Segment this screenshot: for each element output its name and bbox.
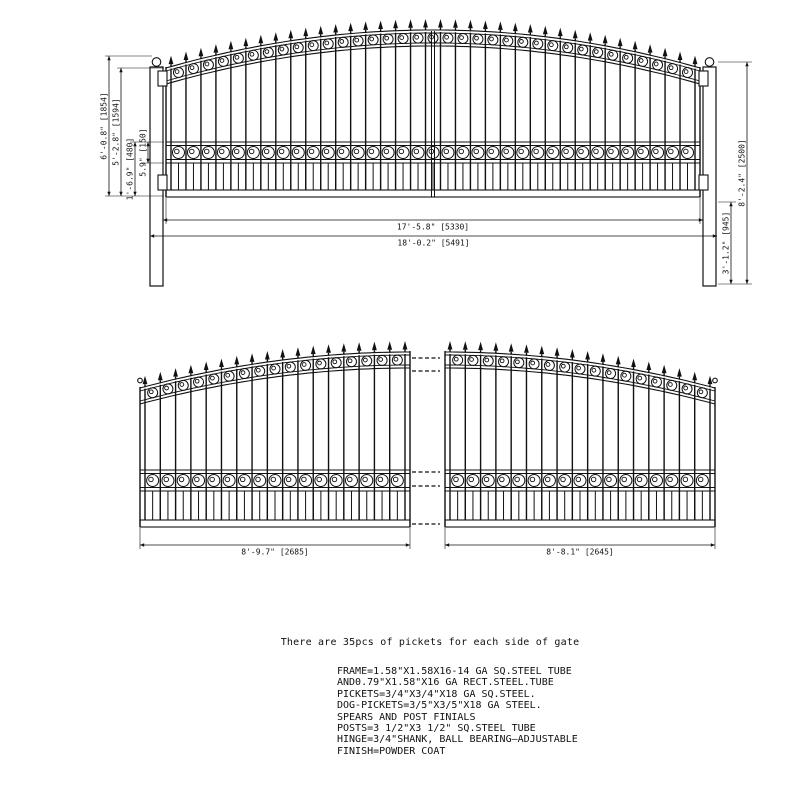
- hinge: [158, 71, 167, 86]
- hinge: [158, 175, 167, 190]
- leaf-alignment-marks: [412, 358, 440, 524]
- bottom-dimensions: [150, 198, 717, 248]
- hinge: [699, 175, 708, 190]
- dimension-label: 3'-1.2" [945]: [721, 211, 731, 275]
- spec-line-finish: FINISH=POWDER COAT: [337, 745, 446, 757]
- dimension-label: 8'-9.7" [2685]: [241, 547, 309, 557]
- dimension-label: 1'-6.9" [480]: [125, 137, 135, 201]
- leaf-dimensions: [140, 528, 715, 557]
- dimension-label: 17'-5.8" [5330]: [396, 222, 470, 232]
- spec-line-dog-pickets: DOG-PICKETS=3/5"X3/5"X18 GA STEEL.: [337, 700, 542, 712]
- spec-line-hinge: HINGE=3/4"SHANK, BALL BEARING—ADJUSTABLE: [337, 734, 578, 746]
- spec-line-spears: SPEARS AND POST FINIALS: [337, 711, 476, 723]
- spec-line-posts: POSTS=3 1/2"X3 1/2" SQ.STEEL TUBE: [337, 723, 536, 735]
- right-dimensions: [718, 62, 752, 284]
- dimension-label: 8'-2.4" [2500]: [737, 139, 747, 207]
- spec-list: [337, 666, 578, 757]
- dimension-label: 8'-8.1" [2645]: [546, 547, 614, 557]
- right-gate-leaf-view: [445, 341, 717, 527]
- dimension-label: 5'-2.8" [1594]: [111, 98, 121, 166]
- dimension-label: 5.9" [150]: [138, 128, 148, 177]
- dimension-label: 6'-0.8" [1854]: [99, 92, 109, 160]
- spec-line-frame2: AND0.79"X1.58"X16 GA RECT.STEEL.TUBE: [337, 677, 554, 689]
- spec-line-frame: FRAME=1.58"X1.58X16-14 GA SQ.STEEL TUBE: [337, 666, 572, 677]
- left-gate-leaf-view: [138, 341, 410, 527]
- dimension-label: 18'-0.2" [5491]: [397, 238, 470, 248]
- hinge: [699, 71, 708, 86]
- picket-count-note: There are 35pcs of pickets for each side of gate: [280, 637, 580, 648]
- spec-line-pickets: PICKETS=3/4"X3/4"X18 GA SQ.STEEL.: [337, 688, 536, 700]
